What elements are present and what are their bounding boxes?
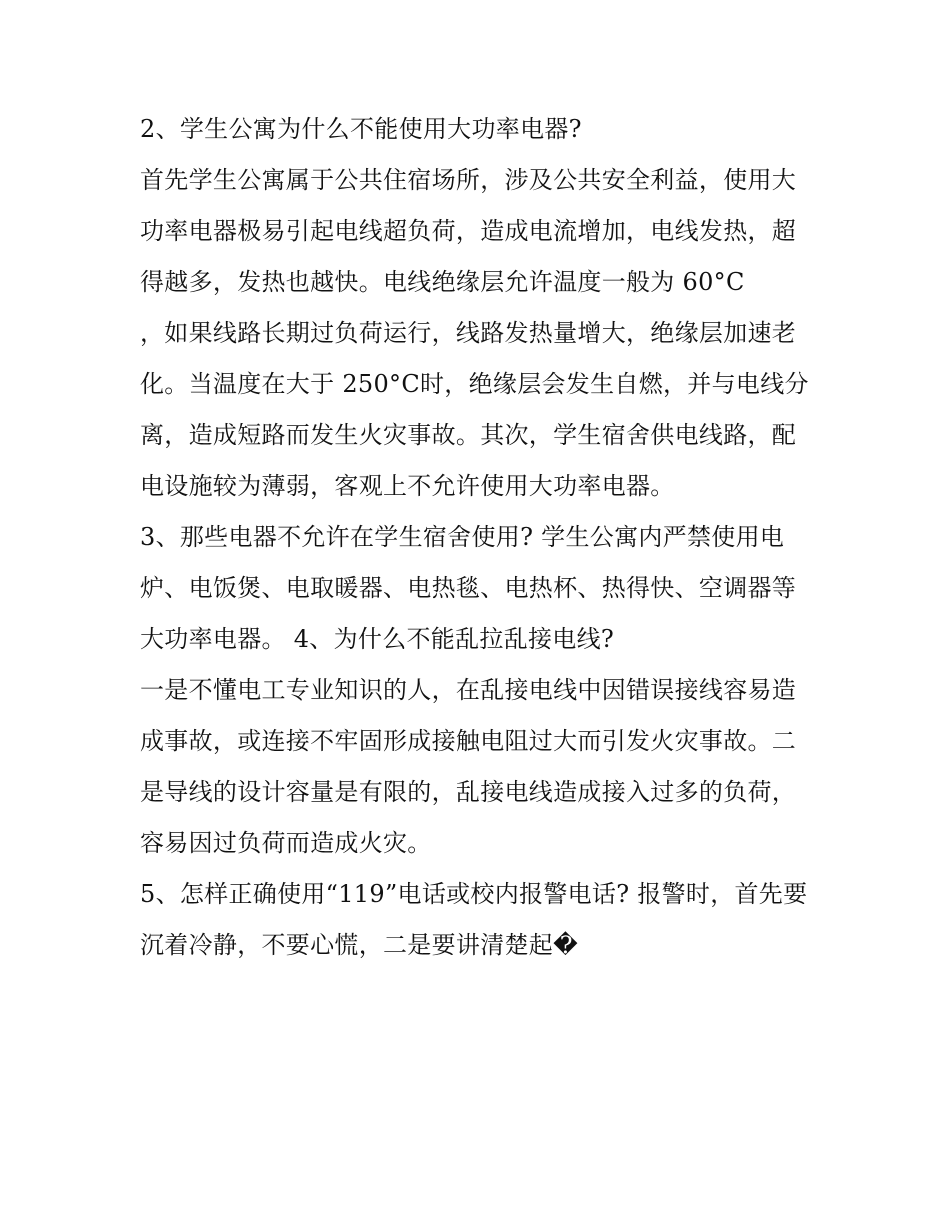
heading-question-5: 5、怎样正确使用“119”电话或校内报警电话? 报警时，首先要 xyxy=(140,880,808,908)
paragraph-line: 化。当温度在大于 250°C时，绝缘层会发生自燃，并与电线分 xyxy=(140,370,809,398)
paragraph-line: 电设施较为薄弱，客观上不允许使用大功率电器。 xyxy=(140,472,675,500)
heading-question-3: 3、那些电器不允许在学生宿舍使用? 学生公寓内严禁使用电 xyxy=(140,523,785,551)
paragraph-line: 炉、电饭煲、电取暖器、电热毯、电热杯、热得快、空调器等 xyxy=(140,574,797,602)
paragraph-line: 功率电器极易引起电线超负荷，造成电流增加，电线发热，超 xyxy=(140,217,797,245)
paragraph-line: 大功率电器。 4、为什么不能乱拉乱接电线? xyxy=(140,625,615,653)
heading-question-2: 2、学生公寓为什么不能使用大功率电器? xyxy=(140,115,582,143)
paragraph-line: 一是不懂电工专业知识的人，在乱接电线中因错误接线容易造 xyxy=(140,676,797,704)
paragraph-line: 沉着冷静，不要心慌，二是要讲清楚起� xyxy=(140,931,579,959)
paragraph-line: 是导线的设计容量是有限的，乱接电线造成接入过多的负荷， xyxy=(140,778,797,806)
paragraph-line: 得越多，发热也越快。电线绝缘层允许温度一般为 60°C xyxy=(140,268,745,296)
paragraph-line: 成事故，或连接不牢固形成接触电阻过大而引发火灾事故。二 xyxy=(140,727,797,755)
paragraph-line: 容易因过负荷而造成火灾。 xyxy=(140,829,432,857)
paragraph-line: 首先学生公寓属于公共住宿场所，涉及公共安全利益，使用大 xyxy=(140,166,797,194)
paragraph-line: ，如果线路长期过负荷运行，线路发热量增大，绝缘层加速老 xyxy=(140,319,797,347)
paragraph-line: 离，造成短路而发生火灾事故。其次，学生宿舍供电线路，配 xyxy=(140,421,797,449)
